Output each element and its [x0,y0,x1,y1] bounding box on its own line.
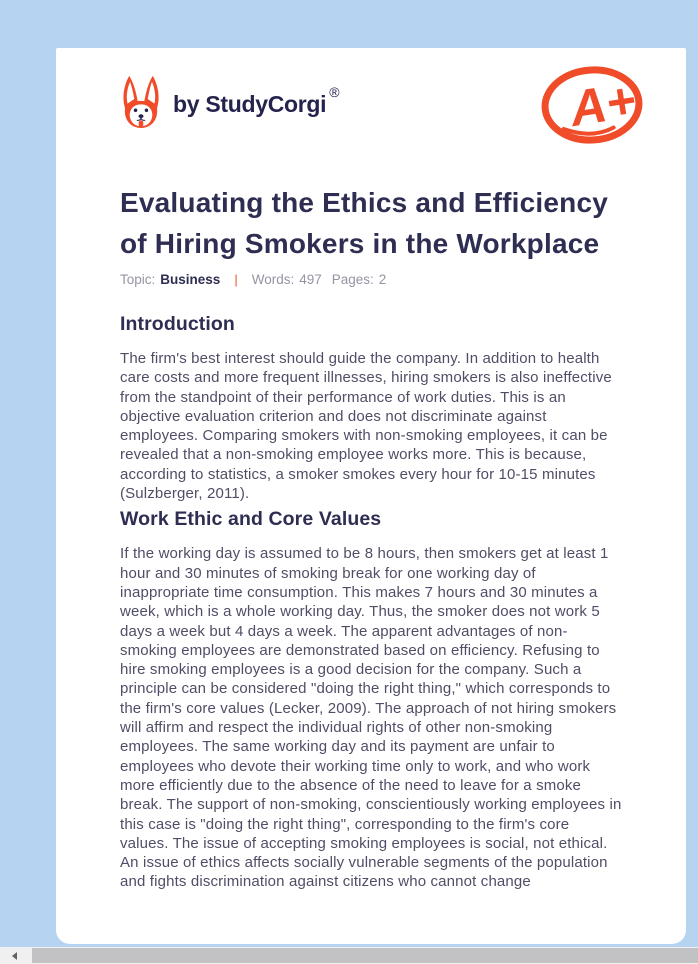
pages-label: Pages: [331,272,374,287]
badge-grade-text: A+ [566,71,640,138]
scrollbar-thumb[interactable] [32,948,698,963]
section-body: If the working day is assumed to be 8 hours, then smokers get at least 1 hour and 30 minutes of smoking break for one working day of inappropriate time consumption. This makes 7 hours and 30 minutes a week, which is a whole working day. Thus, the smoker does not work 5 days a week but 4 days a week. The apparent advantages of non-smoking employees are demonstrated based on efficiency. Refusing to hire smoking employees is a good decision for the company. Such a principle can be considered "doing the right thing," which corresponds to the firm's core values (Lecker, 2009). The approach of not hiring smokers will affirm and respect the individual rights of other non-smoking employees. The same working day and its payment are unfair to employees who devote their working time only to work, and who work more efficiently due to the absence of the need to leave for a smoke break. The support of non-smoking, conscientiously working employees in this case is "doing the right thing", corresponding to the firm's core values. The issue of accepting smoking employees is social, not ethical. An issue of ethics affects socially vulnerable segments of the population and fights discrimination against citizens who cannot change [120,545,622,891]
article-content [120,313,622,892]
page-title: Evaluating the Ethics and Efficiency of Hiring Smokers in the Workplace [120,187,608,259]
scrollbar-left-button[interactable] [0,947,28,964]
a-plus-badge-icon [540,65,644,145]
words-label: Words: [251,272,295,287]
brand-name: by StudyCorgi [173,91,327,117]
registered-trademark: ® [329,84,340,100]
topic-label: Topic: [120,272,156,287]
header [120,65,640,138]
pages-value: 2 [378,272,387,287]
words-value: 497 [299,272,322,287]
section-body: The firm's best interest should guide the company. In addition to health care costs and more frequent illnesses, hiring smokers is also ineffective from the standpoint of their performance of work duties. This is an objective evaluation criterion and does not discriminate against employees. Comparing smokers with non-smoking employees, it can be revealed that a non-smoking employee works more. This is because, according to statistics, a smoker smokes every hour for 10-15 minutes (Sulzberger, 2011). [120,350,612,503]
article-meta [120,272,622,287]
section-heading-introduction: Introduction [120,313,235,335]
corgi-logo-icon [120,75,162,133]
meta-separator: | [234,272,238,287]
document-card [56,48,686,944]
topic-link[interactable]: Business [160,272,221,287]
studycorgi-brand[interactable] [120,75,340,133]
horizontal-scrollbar[interactable] [0,947,698,964]
left-arrow-icon [12,952,17,960]
section-heading-work-ethic: Work Ethic and Core Values [120,508,382,531]
